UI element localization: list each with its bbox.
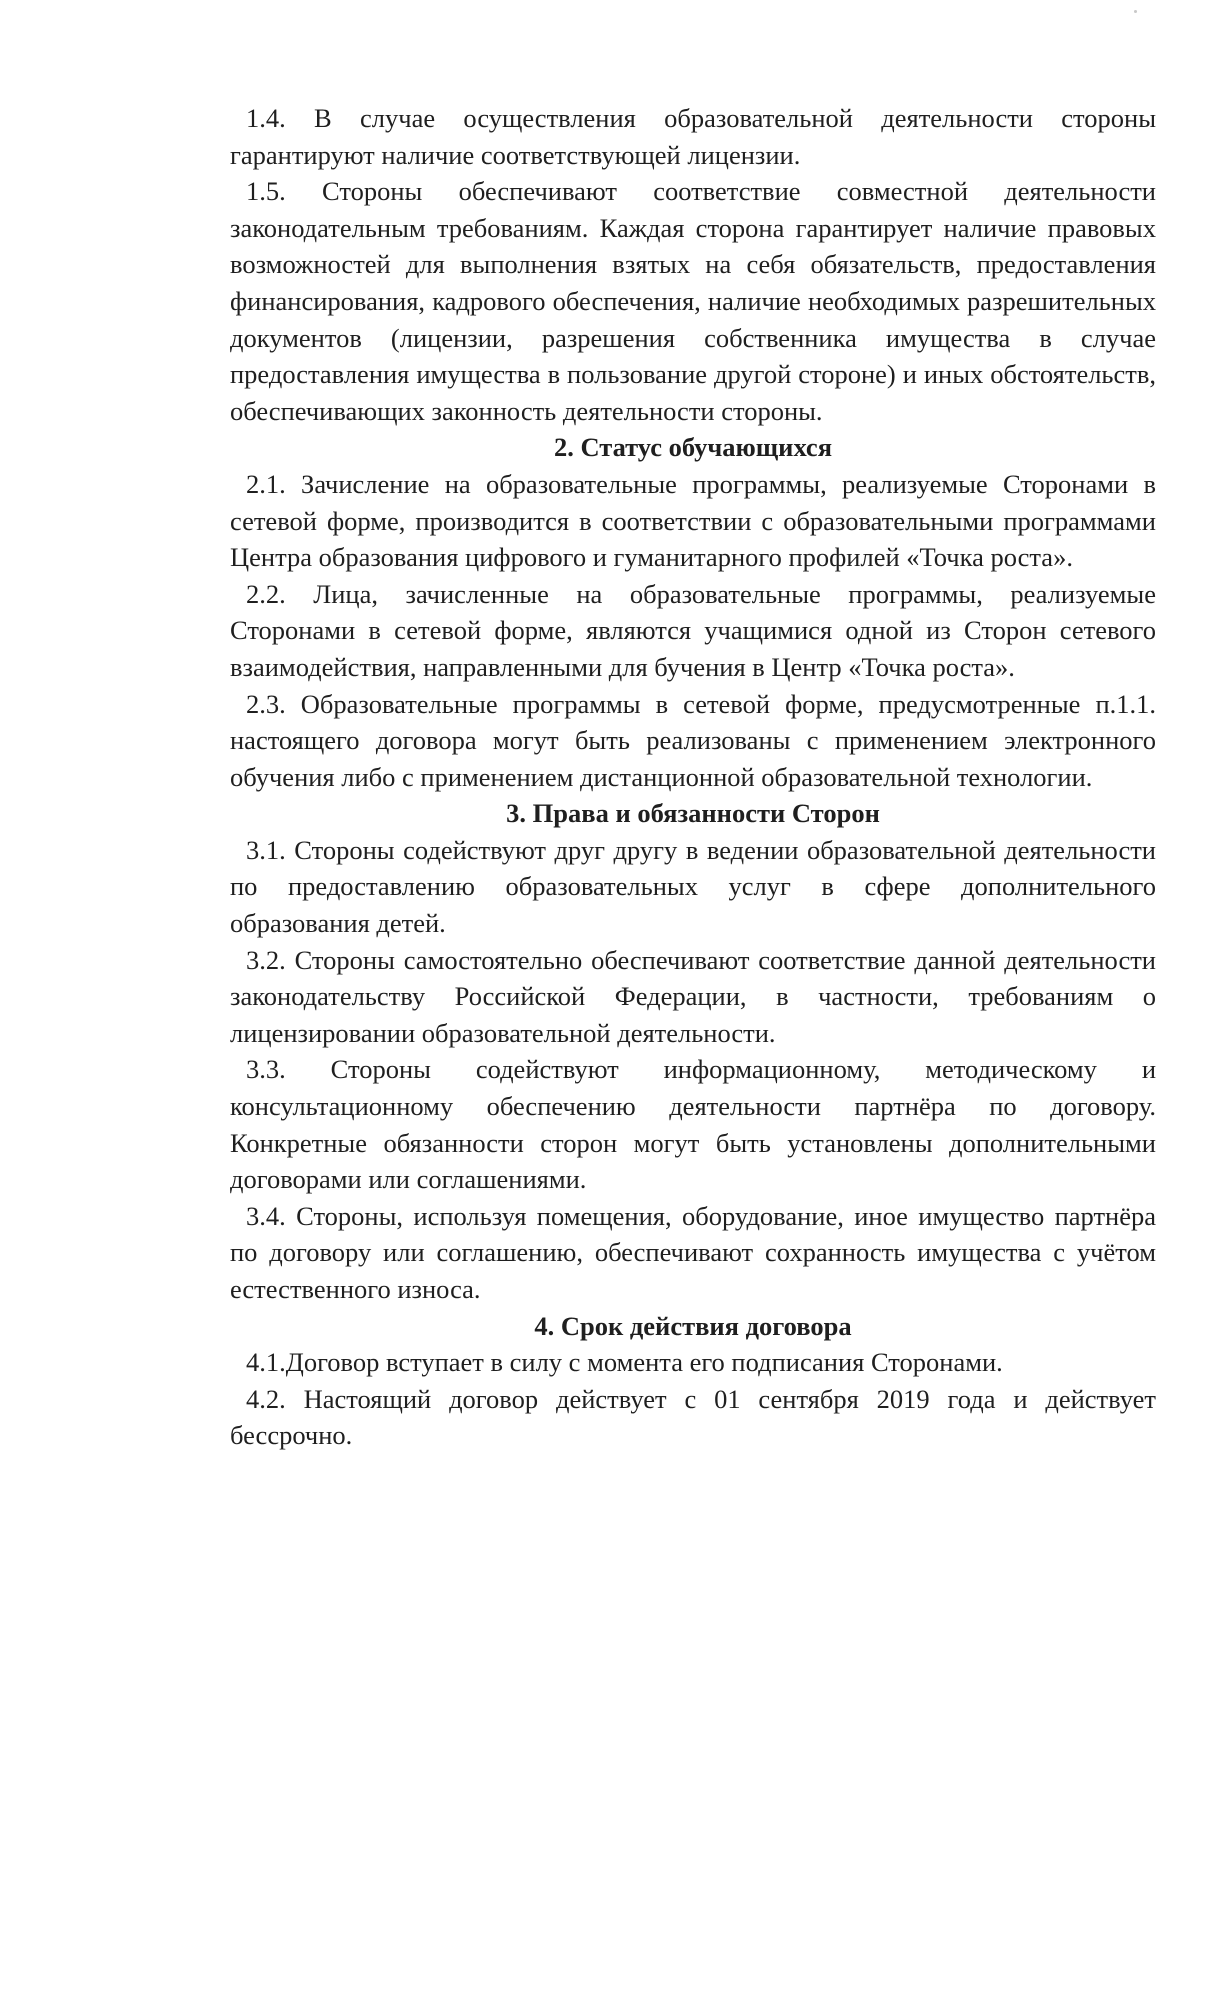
clause-3-4: 3.4. Стороны, используя помещения, оборудование, иное имущество партнёра по договору или соглашению, обеспечивают сохранность имущества с учётом естественного износа. bbox=[230, 1200, 1156, 1304]
clause-2-1: 2.1. Зачисление на образовательные программы, реализуемые Сторонами в сетевой форме, производится в соответствии с образовательными программами Центра образования цифрового и гуманитарного профилей «Точка роста». bbox=[230, 468, 1156, 573]
document-page bbox=[230, 100, 1156, 1454]
section-3-heading: 3. Права и обязанности Сторон bbox=[506, 798, 880, 829]
clause-1-5: 1.5. Стороны обеспечивают соответствие совместной деятельности законодательным требованиям. Каждая сторона гарантирует наличие правовых возможностей для выполнения взятых на себя обязательств, предоставления финансирования, кадрового обеспечения, наличие необходимых разрешительных документов (лицензии, разрешения собственника имущества в случае предоставления имущества в пользование другой стороне) и иных обстоятельств, обеспечивающих законность деятельности стороны. bbox=[230, 176, 1156, 426]
clause-2-3: 2.3. Образовательные программы в сетевой форме, предусмотренные п.1.1. настоящего договора могут быть реализованы с применением электронного обучения либо с применением дистанционной образовательной технологии. bbox=[230, 688, 1156, 792]
section-2-heading: 2. Статус обучающихся bbox=[553, 432, 833, 463]
clause-4-1: 4.1.Договор вступает в силу с момента его подписания Сторонами. bbox=[246, 1347, 1003, 1378]
clause-3-2: 3.2. Стороны самостоятельно обеспечивают соответствие данной деятельности законодательству Российской Федерации, в частности, требованиям о лицензировании образовательной деятельности. bbox=[230, 944, 1156, 1048]
clause-3-1: 3.1. Стороны содействуют друг другу в ведении образовательной деятельности по предоставлению образовательных услуг в сфере дополнительного образования детей. bbox=[230, 834, 1156, 939]
scan-speck bbox=[1134, 10, 1137, 13]
clause-2-2: 2.2. Лица, зачисленные на образовательные программы, реализуемые Сторонами в сетевой форме, являются учащимися одной из Сторон сетевого взаимодействия, направленными для бучения в Центр «Точка роста». bbox=[230, 578, 1156, 682]
clause-1-4: 1.4. В случае осуществления образовательной деятельности стороны гарантируют наличие соответствующей лицензии. bbox=[230, 103, 1156, 170]
section-4-heading: 4. Срок действия договора bbox=[534, 1310, 852, 1341]
clause-3-3: 3.3. Стороны содействуют информационному, методическому и консультационному обеспечению деятельности партнёра по договору. Конкретные обязанности сторон могут быть установлены дополнительными договорами или соглашениями. bbox=[230, 1054, 1156, 1195]
clause-4-2: 4.2. Настоящий договор действует с 01 сентября 2019 года и действует бессрочно. bbox=[230, 1383, 1156, 1451]
